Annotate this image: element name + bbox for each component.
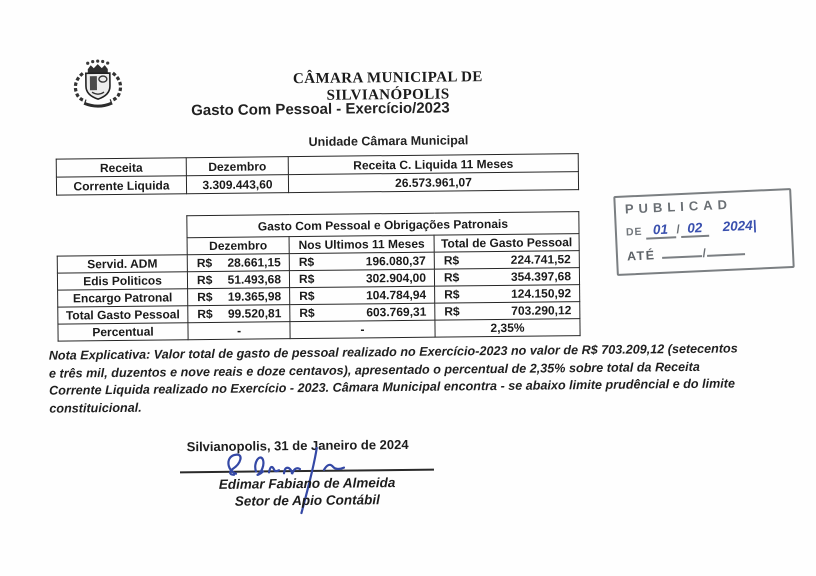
revenue-table <box>56 153 579 195</box>
money-cell <box>292 254 432 269</box>
money-cell <box>292 305 432 320</box>
amount: 703.290,12 <box>511 303 572 318</box>
percent-ultimos-11: - <box>290 320 435 339</box>
stamp-de-label: DE <box>625 225 643 239</box>
signatory-role: Setor de Apio Contábil <box>234 492 380 509</box>
stamp-slash: / <box>702 245 707 261</box>
currency-symbol: R$ <box>444 304 460 319</box>
municipal-coat-of-arms-logo <box>62 59 135 114</box>
currency-symbol: R$ <box>196 255 213 271</box>
expense-header-dezembro: Dezembro <box>187 237 289 255</box>
expense-blank-cell <box>57 216 187 239</box>
date-line: Silvianopolis, 31 de Janeiro de 2024 <box>186 436 409 455</box>
amount: 99.520,81 <box>227 306 282 321</box>
currency-symbol: R$ <box>298 254 315 270</box>
amount: 603.769,31 <box>366 304 427 320</box>
currency-symbol: R$ <box>443 253 460 268</box>
note-line: Corrente Liquida realizado no Exercício - 2023. Câmara Municipal encontra - se abaixo limite prudêncial e do limite <box>49 376 736 398</box>
amount: 354.397,68 <box>510 269 572 284</box>
publication-stamp <box>613 188 794 276</box>
currency-symbol: R$ <box>197 306 213 322</box>
currency-symbol: R$ <box>197 289 213 305</box>
expense-span-header: Gasto Com Pessoal e Obrigações Patronais <box>187 212 579 238</box>
row-label: Encargo Patronal <box>58 289 188 307</box>
stamp-de-line <box>626 216 784 240</box>
row-label: Edis Politicos <box>57 272 187 290</box>
revenue-header-dezembro: Dezembro <box>186 157 288 176</box>
revenue-11-meses-value: 26.573.961,07 <box>288 172 578 193</box>
amount: 28.661,15 <box>227 255 281 270</box>
expense-header-ultimos-11: Nos Ultimos 11 Meses <box>289 235 434 254</box>
stamp-ate-label: ATÉ <box>626 248 656 264</box>
note-line: e três mil, duzentos e nove reais e doze centavos), apresentado o percentual de 2,35% sobre total da Receita <box>48 359 700 381</box>
explanatory-note <box>49 340 790 418</box>
currency-symbol: R$ <box>299 288 315 304</box>
row-label: Total Gasto Pessoal <box>58 306 188 324</box>
row-label: Servid. ADM <box>57 255 187 273</box>
coat-of-arms-icon <box>62 59 135 114</box>
amount: 104.784,94 <box>366 287 427 303</box>
stamp-ate-line <box>627 242 784 263</box>
signatory-name: Edimar Fabiano de Almeida <box>218 475 396 492</box>
note-line: Nota Explicativa: Valor total de gasto de pessoal realizado no Exercício-2023 no valor de R$ 703.209,12 (setecentos <box>48 341 738 363</box>
stamp-blank-day <box>662 255 702 259</box>
amount: 19.365,98 <box>227 289 282 304</box>
money-cell <box>437 269 577 284</box>
amount: 51.493,68 <box>227 272 282 287</box>
currency-symbol: R$ <box>443 270 460 285</box>
expense-table <box>56 211 580 341</box>
revenue-header-liquida-11-meses: Receita C. Liquida 11 Meses <box>288 154 578 175</box>
stamp-slash: / <box>676 222 681 237</box>
stamp-blank-month <box>707 253 745 257</box>
currency-symbol: R$ <box>299 305 315 321</box>
money-cell <box>190 306 287 321</box>
expense-header-total: Total de Gasto Pessoal <box>434 234 579 253</box>
amount: 224.741,52 <box>510 252 571 267</box>
currency-symbol: R$ <box>444 287 460 302</box>
currency-symbol: R$ <box>298 271 315 287</box>
money-cell <box>437 303 577 318</box>
money-cell <box>190 272 287 287</box>
money-cell <box>292 288 432 303</box>
money-cell <box>437 286 577 301</box>
expense-blank-cell <box>57 238 187 256</box>
percent-total: 2,35% <box>435 319 580 338</box>
currency-symbol: R$ <box>196 272 213 288</box>
note-line: constituicional. <box>49 400 142 416</box>
percent-dezembro: - <box>188 322 290 340</box>
money-cell <box>190 255 287 270</box>
page-title: CÂMARA MUNICIPAL DE SILVIANÓPOLIS <box>292 69 483 104</box>
amount: 124.150,92 <box>511 286 572 301</box>
revenue-header-receita: Receita <box>56 158 186 177</box>
stamp-handwritten-year: 2024 <box>722 217 754 235</box>
row-label: Percentual <box>58 323 188 341</box>
stamp-handwritten-day: 01 <box>645 221 676 239</box>
money-cell <box>437 252 577 267</box>
stamp-ink-mark: | <box>752 217 757 233</box>
revenue-dezembro-value: 3.309.443,60 <box>186 175 288 194</box>
page-subtitle: Gasto Com Pessoal - Exercício/2023 <box>191 99 450 120</box>
revenue-label-cell: Corrente Liquida <box>56 176 186 195</box>
amount: 302.904,00 <box>365 270 427 286</box>
unit-label: Unidade Câmara Municipal <box>308 133 469 149</box>
money-cell <box>292 271 432 286</box>
stamp-handwritten-month: 02 <box>680 220 709 238</box>
money-cell <box>190 289 287 304</box>
stamp-publicado-text: PUBLICAD <box>624 196 733 217</box>
amount: 196.080,37 <box>365 253 426 269</box>
